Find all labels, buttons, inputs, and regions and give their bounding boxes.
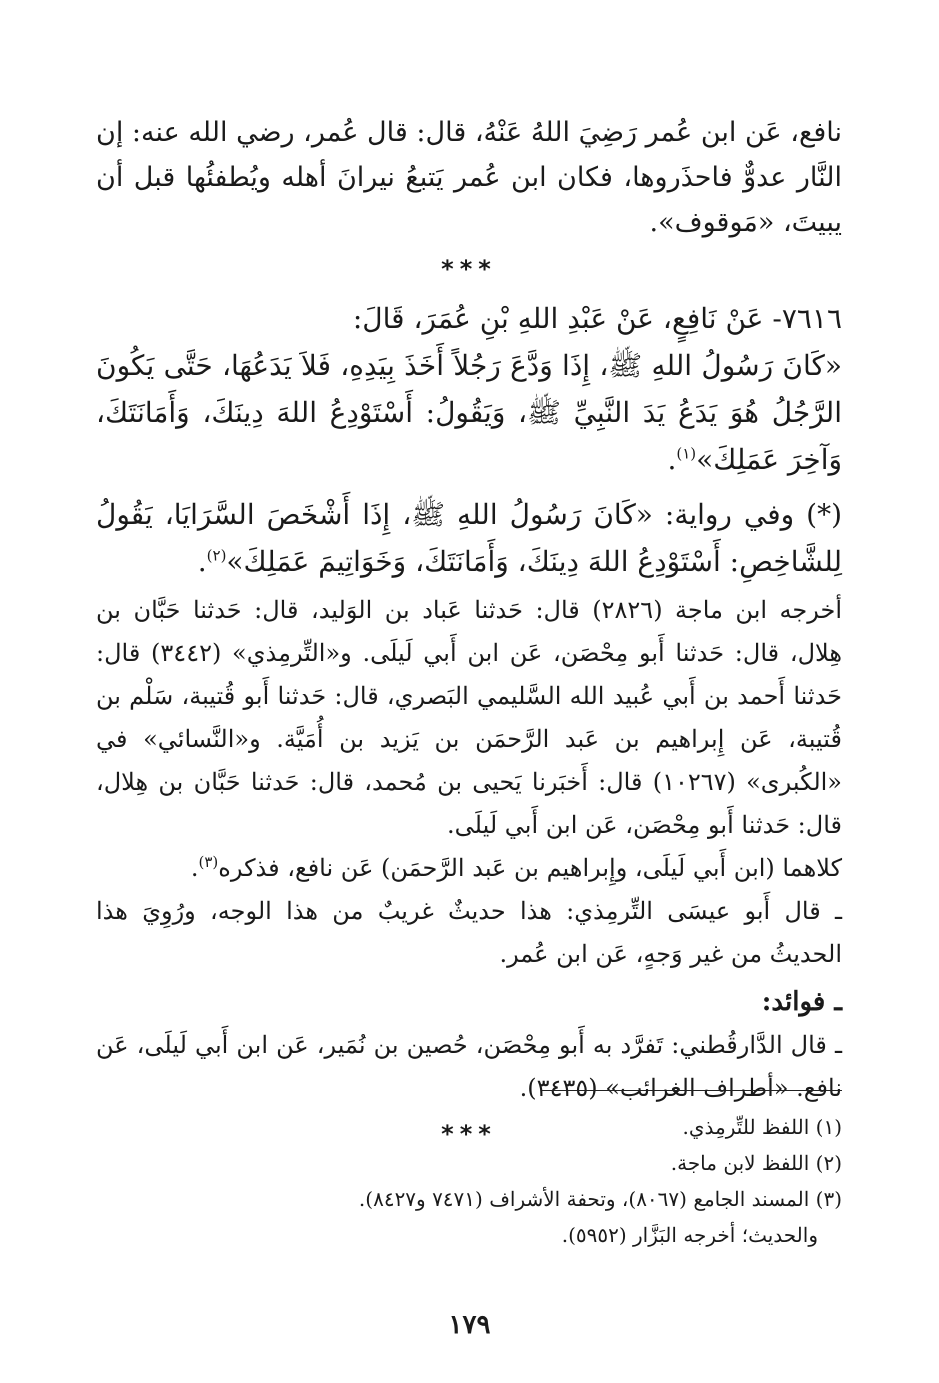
footnote-1: (١) اللفظ للتِّرمِذي. (682, 1115, 842, 1139)
section-separator-end: *** (441, 1120, 497, 1148)
footnote-3-continuation: والحديث؛ أخرجه البَزَّار (٥٩٥٢). (561, 1223, 818, 1247)
hadith-number-line: ٧٦١٦- عَنْ نَافِعٍ، عَنْ عَبْدِ اللهِ بْنِ عُمَرَ، قَالَ: (352, 302, 842, 335)
riwaya-text: (*) وفي رواية: «كَانَ رَسُولُ اللهِ ﷺ، إِذَا أَشْخَصَ السَّرَايَا، يَقُولُ لِلشَّاخِصِ: أَسْتَوْدِعُ اللهَ دِينَكَ، وَأَمَانَتَكَ، وَخَوَاتِيمَ عَمَلِكَ» (96, 498, 842, 578)
footnote-divider (542, 1090, 842, 1091)
footnote-ref-1: (١) (676, 444, 697, 463)
kilahuma-paragraph: كلاهما (ابن أَبي لَيلَى، وإِبراهيم بن عَبد الرَّحمَن) عَن نافع، فذكره$^{(٣)}$. (190, 853, 842, 882)
tirmidhi-comment: ـ قال أَبو عيسَى التِّرمِذي: هذا حديثٌ غريبٌ من هذا الوجه، ورُوِيَ هذا الحديثُ من غير وَجهٍ، عَن ابن عُمر. (96, 897, 842, 968)
daraqutni-paragraph: ـ قال الدَّارقُطني: تَفرَّد به أَبو مِحْصَن، حُصين بن نُمَير، عَن ابن أَبي لَيلَى، عَن نافع. «أطراف الغرائب» (٣٤٣٥). (96, 1031, 842, 1102)
footnote-ref-3: (٣) (198, 853, 219, 871)
section-separator: *** (441, 255, 497, 283)
hadith-text-body: «كَانَ رَسُولُ اللهِ ﷺ، إِذَا وَدَّعَ رَجُلاً أَخَذَ بِيَدِهِ، فَلاَ يَدَعُهَا، حَتَّى يَكُونَ الرَّجُلُ هُوَ يَدَعُ يَدَ النَّبِيِّ ﷺ، وَيَقُولُ: أَسْتَوْدِعُ اللهَ دِينَكَ، وَأَمَانَتَكَ، وَآخِرَ عَمَلِكَ» (96, 349, 842, 476)
fawaid-heading: ـ فوائد: (761, 987, 842, 1017)
takhrij-paragraph: أخرجه ابن ماجة (٢٨٢٦) قال: حَدثنا عَباد بن الوَليد، قال: حَدثنا حَبَّان بن هِلال، قال: حَدثنا أَبو مِحْصَن، عَن ابن أَبي لَيلَى. و«التِّرمِذي» (٣٤٤٢) قال: حَدثنا أَحمد بن أَبي عُبيد الله السَّليمي البَصري، قال: حَدثنا أَبو قُتيبة، سَلْم بن قُتيبة، عَن إِبراهيم بن عَبد الرَّحمَن بن يَزيد بن أُمَيَّة. و«النَّسائي» في «الكُبرى» (١٠٢٦٧) قال: أَخبَرنا يَحيى بن مُحمد، قال: حَدثنا حَبَّان بن هِلال، قال: حَدثنا أَبو مِحْصَن، عَن ابن أَبي لَيلَى. (96, 596, 843, 839)
intro-paragraph: نافع، عَن ابن عُمر رَضِيَ اللهُ عَنْهُ، قال: قال عُمر، رضي الله عنه: إن النَّار عدوٌّ فاحذَروها، فكان ابن عُمر يَتبعُ نيرانَ أهله ويُطفئُها قبل أن يبيتَ، «مَوقوف». (96, 117, 842, 238)
footnote-3: (٣) المسند الجامع (٨٠٦٧)، وتحفة الأشراف (٧٤٧١ و٨٤٢٧). (358, 1187, 842, 1211)
page-body (96, 110, 842, 1160)
footnotes (96, 1090, 842, 1253)
hadith-text: «كَانَ رَسُولُ اللهِ ﷺ، إِذَا وَدَّعَ رَجُلاً أَخَذَ بِيَدِهِ، فَلاَ يَدَعُهَا، حَتَّى يَكُونَ الرَّجُلُ هُوَ يَدَعُ يَدَ النَّبِيِّ ﷺ، وَيَقُولُ: أَسْتَوْدِعُ اللهَ دِينَكَ، وَأَمَانَتَكَ، وَآخِرَ عَمَلِكَ»$^{(١)}$. (96, 349, 842, 476)
page-number: ١٧٩ (448, 1310, 491, 1340)
riwaya-paragraph: (*) وفي رواية: «كَانَ رَسُولُ اللهِ ﷺ، إِذَا أَشْخَصَ السَّرَايَا، يَقُولُ لِلشَّاخِصِ: أَسْتَوْدِعُ اللهَ دِينَكَ، وَأَمَانَتَكَ، وَخَوَاتِيمَ عَمَلِكَ»$^{(٢)}$. (96, 498, 842, 578)
kilahuma-text: كلاهما (ابن أَبي لَيلَى، وإِبراهيم بن عَبد الرَّحمَن) عَن نافع، فذكره (218, 854, 842, 882)
footnote-ref-2: (٢) (206, 546, 227, 565)
footnote-2: (٢) اللفظ لابن ماجة. (670, 1151, 842, 1175)
